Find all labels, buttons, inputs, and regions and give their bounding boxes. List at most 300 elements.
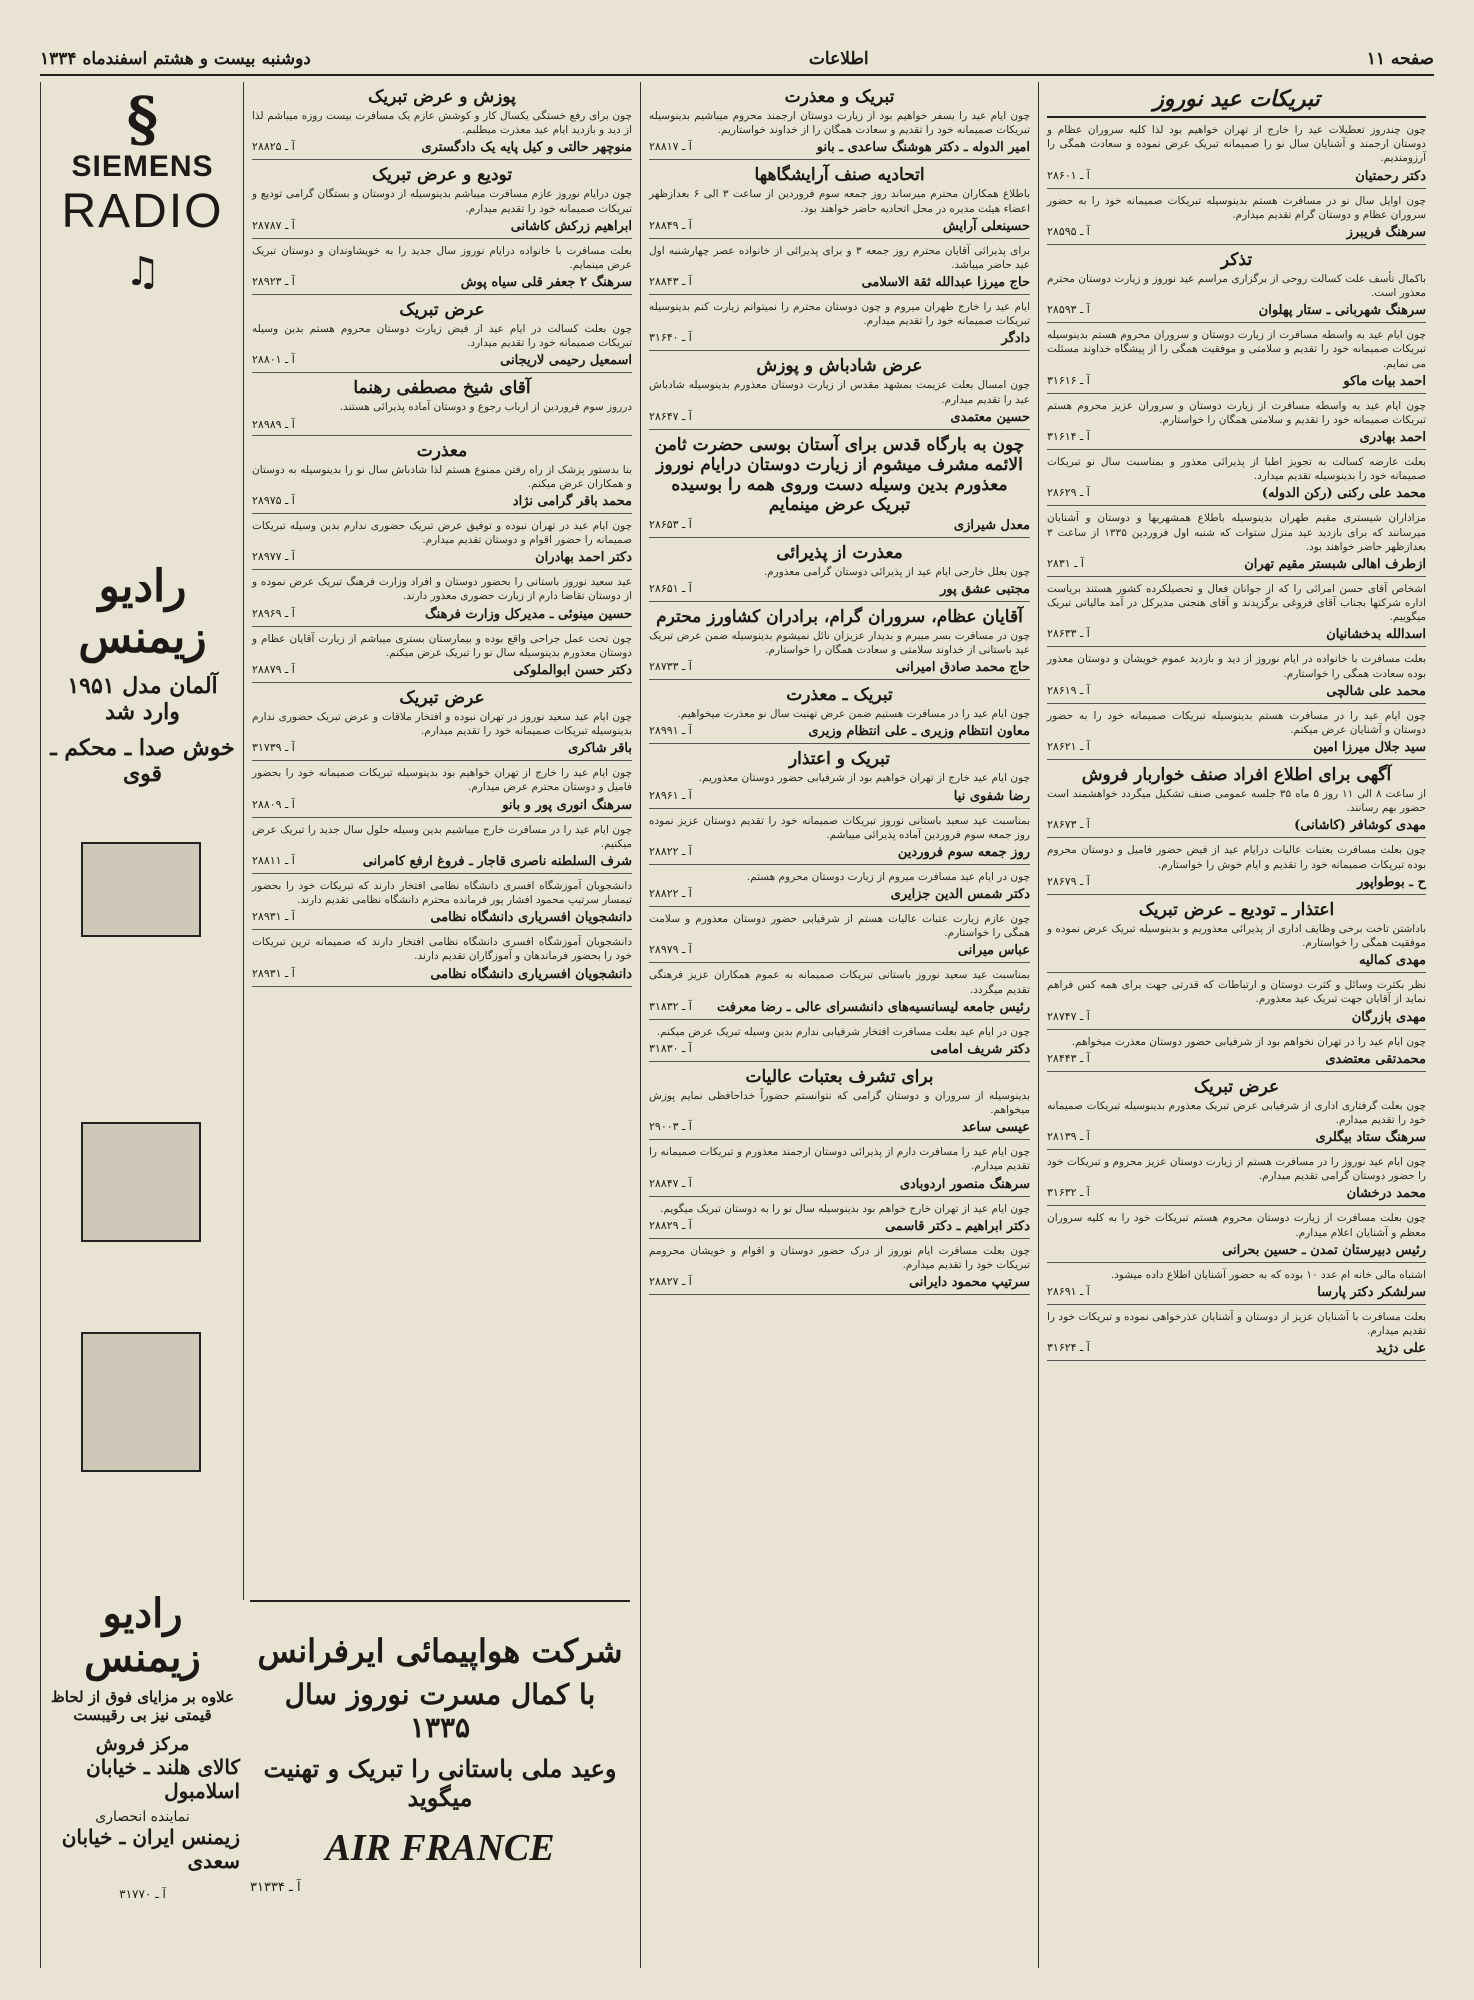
notice bbox=[1047, 704, 1426, 760]
notice bbox=[252, 514, 632, 570]
notice-signer: ابراهیم زرکش کاشانی bbox=[510, 218, 632, 234]
airfrance-line2: با کمال مسرت نوروز سال ۱۳۳۵ bbox=[284, 1678, 596, 1744]
notice-code: آ ـ ۲۸۹۲۳ bbox=[252, 275, 295, 289]
siemens-model-line: آلمان مدل ۱۹۵۱ وارد شد bbox=[67, 673, 218, 726]
notice-body: بعلت مسافرت با آشنایان عزیز از دوستان و آشنایان عذرخواهی نموده و تبریکات خود را تقدیم میدارم. bbox=[1047, 1310, 1426, 1338]
notice-signer: حسین مینوئی ـ مدیرکل وزارت فرهنگ bbox=[425, 606, 632, 622]
notice-body: بنا بدستور پزشک از راه رفتن ممنوع هستم لذا شادباش سال نو را بدینوسیله به دوستان و همکاران عرض میکنم. bbox=[252, 463, 632, 490]
notice-signature bbox=[252, 550, 632, 565]
notice-code: آ ـ ۲۸۱۳۹ bbox=[1047, 1130, 1090, 1144]
notice-code: آ ـ ۲۸۶۱۹ bbox=[1047, 683, 1090, 697]
notice-signer: دانشجویان افسریاری دانشگاه نظامی bbox=[430, 910, 632, 926]
notice bbox=[252, 373, 632, 435]
notice-body: چون بعلت مسافرت از زیارت دوستان محروم هستم تبریکات خود را به کلیه سروران معظم و آشنایان اعلام میدارم. bbox=[1047, 1212, 1426, 1239]
notice-code: آ ـ ۲۸۷۳۳ bbox=[649, 660, 692, 674]
siemens-agent-name: زیمنس ایران ـ خیابان سعدی bbox=[61, 1825, 240, 1873]
notice-signature bbox=[649, 887, 1030, 902]
notice-signer: روز جمعه سوم فروردین bbox=[897, 844, 1030, 860]
notice-body: چون ایام عید را مسافرت دارم از پذیرائی دوستان ارجمند معذورم و تبریکات صمیمانه را تقدیم میدارم. bbox=[649, 1146, 1030, 1173]
notice bbox=[252, 874, 632, 930]
notice-signer: سرتیپ محمود دایرانی bbox=[908, 1275, 1030, 1291]
notice bbox=[1047, 973, 1426, 1029]
notice bbox=[252, 818, 632, 874]
notice-signature bbox=[1047, 953, 1426, 968]
notice-title: پوزش و عرض تبریک bbox=[368, 87, 516, 107]
siemens-brand bbox=[45, 85, 240, 295]
notice-signer: مهدی کوشافر (کاشانی) bbox=[1294, 818, 1426, 834]
notice bbox=[649, 809, 1030, 865]
notice-signer: سرهنگ فریبرز bbox=[1346, 224, 1426, 240]
notice-signature bbox=[252, 854, 632, 869]
notice-signer: مهدی بازرگان bbox=[1351, 1009, 1426, 1025]
notice-signer: سرهنگ شهربانی ـ ستار پهلوان bbox=[1258, 303, 1426, 319]
section-header: تبریکات عید نوروز bbox=[1047, 82, 1426, 118]
notice-signature bbox=[1047, 1243, 1426, 1258]
notice-title: معذرت از پذیرائی bbox=[776, 542, 903, 563]
notice-body: چون بعلل خارجی ایام عید از پذیرائی دوستان گرامی معذورم. bbox=[763, 565, 1030, 578]
notice-code: آ ـ ۲۸۷۴۷ bbox=[1047, 1009, 1090, 1023]
notice-signature bbox=[1047, 557, 1426, 572]
notice-title: اتحادیه صنف آرایشگاهها bbox=[754, 165, 925, 186]
notice bbox=[649, 963, 1030, 1019]
airfrance-company: شرکت هواپیمائی ایرفرانس bbox=[257, 1632, 623, 1670]
column-1 bbox=[1038, 82, 1434, 1968]
notice bbox=[1047, 1150, 1426, 1206]
notice-body: نظر بکثرت وسائل و کثرت دوستان و ارتباطات که قدرتی جهت برای همه کس فراهم نماید از آقایان جهت تبریک عید معذورم. bbox=[1047, 979, 1426, 1006]
notice-title: تذکر bbox=[1220, 249, 1253, 270]
siemens-slogan: خوش صدا ـ محکم ـ قوی bbox=[50, 735, 235, 788]
notice-body: بمناسبت عید سعید باستانی نوروز تبریکات صمیمانه خود را تقدیم دوستان عزیز نموده روز جمعه سوم فروردین آماده پذیرائی میباشم. bbox=[649, 814, 1030, 841]
notice-code: آ ـ ۲۸۹۷۷ bbox=[252, 550, 295, 564]
notice-signer: محمدتقی معتضدی bbox=[1325, 1051, 1426, 1067]
airfrance-line3: وعید ملی باستانی را تبریک و تهنیت میگوید bbox=[263, 1754, 617, 1812]
notice-body: بدینوسیله از سروران و دوستان گرامی که نتوانستم حضوراً خداحافظی نمایم پوزش میخواهم. bbox=[649, 1089, 1030, 1117]
notice-signature bbox=[1047, 225, 1426, 240]
airfrance-code: آ ـ ۳۱۳۳۴ bbox=[250, 1880, 301, 1895]
notice bbox=[1047, 323, 1426, 394]
notice-body: برای پذیرائی آقایان محترم روز جمعه ۳ و برای پذیرائی از خانواده عصر چهارشنبه اول عید حاضر میباشد. bbox=[649, 244, 1030, 271]
notice-signer: رئیس جامعه لیسانسیه‌های دانشسرای عالی ـ رضا معرفت bbox=[717, 999, 1030, 1015]
notice-signature bbox=[1047, 818, 1426, 833]
notice-signature bbox=[1047, 303, 1426, 318]
notice-code: آ ـ ۲۸۹۸۹ bbox=[252, 417, 295, 431]
notice-code: آ ـ ۲۸۶۹۱ bbox=[1047, 1284, 1090, 1298]
notice-code: آ ـ ۲۸۴۴۳ bbox=[1047, 1051, 1090, 1065]
notice-body: چون تحت عمل جراحی واقع بوده و بیمارستان بستری میباشم از زیارت آقایان عظام و دوستان معذورم بدینوسیله سال نو را تبریک عرض میکنم. bbox=[252, 632, 632, 659]
notice-code: آ ـ ۳۱۶۱۶ bbox=[1047, 373, 1090, 387]
notice-code: آ ـ ۲۸۹۹۱ bbox=[649, 724, 692, 738]
siemens-feature-line: علاوه بر مزایای فوق از لحاظ قیمتی نیز بی رقیبست bbox=[50, 1688, 235, 1724]
notice-signature bbox=[649, 410, 1030, 425]
notice-title: عرض تبریک bbox=[399, 300, 485, 321]
notice-signature bbox=[252, 910, 632, 925]
notice-signature bbox=[1047, 1052, 1426, 1067]
notice bbox=[252, 761, 632, 817]
notice-title: تبریک و معذرت bbox=[784, 87, 895, 107]
siemens-radio-title: رادیو زیمنس bbox=[78, 561, 207, 663]
notice-signature bbox=[649, 845, 1030, 860]
notice-signature bbox=[649, 943, 1030, 958]
notice-title: برای تشرف بعتبات عالیات bbox=[745, 1066, 934, 1087]
notice-body: چون ایام عید خارج از تهران خواهیم بود از شرفیابی حضور دوستان معذوریم. bbox=[698, 772, 1030, 785]
notice-code: آ ـ ۳۱۶۳۲ bbox=[1047, 1186, 1090, 1200]
notice-signer: دکتر ابراهیم ـ دکتر قاسمی bbox=[885, 1218, 1030, 1234]
notice-signer: محمد باقر گرامی نژاد bbox=[512, 493, 632, 509]
notice-signer: سرهنگ منصور اردوبادی bbox=[899, 1176, 1030, 1192]
notice-signer: رئیس دبیرستان تمدن ـ حسین بحرانی bbox=[1222, 1242, 1426, 1258]
notice bbox=[649, 82, 1030, 160]
notice-body: چون در ایام عید مسافرت میروم از زیارت دوستان محروم هستم. bbox=[746, 870, 1030, 883]
siemens-dealer-label: مرکز فروش bbox=[95, 1734, 190, 1755]
notice-signer: ازطرف اهالی شبستر مقیم تهران bbox=[1244, 556, 1426, 572]
notice bbox=[252, 295, 632, 373]
notice-signature bbox=[1047, 1186, 1426, 1201]
notice-signer: اسدالله بدخشانیان bbox=[1326, 627, 1426, 643]
notice-signer: احمد بیات ماکو bbox=[1343, 373, 1426, 389]
notice-body: چون برای رفع خستگی یکسال کار و کوشش عازم یک مسافرت بیست روزه میباشم لذا از دید و بازدید ایام عید معذرت میطلبم. bbox=[252, 110, 632, 137]
notice-signature bbox=[649, 518, 1030, 533]
notice-signature bbox=[649, 582, 1030, 597]
notice-signature bbox=[1047, 486, 1426, 501]
notice bbox=[252, 160, 632, 238]
notice-signature bbox=[1047, 1130, 1426, 1145]
siemens-logo-icon: § bbox=[126, 85, 159, 155]
notice bbox=[649, 865, 1030, 907]
notice-code: آ ـ ۲۹۰۰۳ bbox=[649, 1120, 692, 1134]
notice-code: آ ـ ۲۸۳۱ bbox=[1047, 556, 1084, 570]
notice-code: آ ـ ۲۸۸۲۵ bbox=[252, 140, 295, 154]
notice bbox=[649, 1140, 1030, 1196]
notice bbox=[1047, 1072, 1426, 1150]
notice-code: آ ـ ۲۸۷۸۷ bbox=[252, 218, 295, 232]
notice-signer: عیسی ساعد bbox=[961, 1120, 1030, 1136]
notice-signature bbox=[649, 219, 1030, 234]
notice bbox=[649, 1197, 1030, 1239]
notice-body: چون ایام عید نوروز را در مسافرت هستم از زیارت دوستان عزیز محروم و تبریکات خود را حضور دوستان گرامی تقدیم میدارم. bbox=[1047, 1156, 1426, 1183]
notice-title: تبریک و اعتذار bbox=[788, 749, 891, 770]
notice-signer: حسینعلی آرایش bbox=[942, 218, 1030, 234]
notice-code: آ ـ ۲۸۶۲۱ bbox=[1047, 740, 1090, 754]
notice-code: آ ـ ۲۸۶۳۳ bbox=[1047, 627, 1090, 641]
notice-body: چون ایام عید را خارج از تهران خواهیم بود بدینوسیله تبریکات صمیمانه خود را بحضور فامیل و دوستان محترم عرض میدارم. bbox=[252, 767, 632, 794]
notice-signer: شرف السلطنه ناصری قاجار ـ فروغ ارفع کامرانی bbox=[362, 853, 632, 869]
notice-code: آ ـ ۳۱۸۳۲ bbox=[649, 999, 692, 1013]
airfrance-logo-text: AIR FRANCE bbox=[325, 1827, 555, 1869]
notice-signature bbox=[649, 1120, 1030, 1135]
siemens-radio-title-2: رادیو زیمنس bbox=[84, 1590, 201, 1681]
radio-set-image bbox=[81, 1332, 201, 1472]
notice bbox=[252, 239, 632, 295]
notice-signer: محمد علی رکنی (رکن الدوله) bbox=[1261, 486, 1426, 502]
notice bbox=[1047, 1030, 1426, 1072]
notice-signer: دکتر رحمتیان bbox=[1355, 168, 1426, 184]
page-number: صفحه ۱۱ bbox=[1366, 49, 1434, 69]
date-line: دوشنبه بیست و هشتم اسفندماه ۱۳۳۴ bbox=[40, 49, 311, 69]
notice-body: چون ایام عید را در مسافرت هستم بدینوسیله تبریکات صمیمانه خود را به حضور دوستان و آشنایان عرض میکنم. bbox=[1047, 709, 1426, 736]
airfrance-ad bbox=[250, 1600, 630, 1942]
notice-code: آ ـ ۳۱۶۱۴ bbox=[1047, 430, 1090, 444]
notice-code: آ ـ ۲۸۶۲۹ bbox=[1047, 486, 1090, 500]
notice-signature bbox=[252, 741, 632, 756]
notice-code: آ ـ ۲۸۸۲۷ bbox=[649, 1275, 692, 1289]
siemens-brand-bottom: RADIO bbox=[61, 185, 224, 238]
notice bbox=[649, 602, 1030, 680]
notice-body: چون ایام عید به واسطه مسافرت از زیارت دوستان و سروران عزیز محروم هستم تبریکات صمیمانه خود را تقدیم و سلامتی همگان را خواستارم. bbox=[1047, 399, 1426, 426]
masthead bbox=[40, 44, 1434, 76]
notice-signature bbox=[252, 275, 632, 290]
notice-code: آ ـ ۲۸۸۴۹ bbox=[649, 218, 692, 232]
notice-signature bbox=[649, 1000, 1030, 1015]
notice-code: آ ـ ۲۸۶۰۱ bbox=[1047, 168, 1090, 182]
notice-signature bbox=[649, 789, 1030, 804]
notice bbox=[1047, 838, 1426, 894]
notice-signature bbox=[1047, 169, 1426, 184]
notice-list bbox=[1047, 118, 1426, 1361]
notice-body: چون درایام نوروز عازم مسافرت میباشم بدینوسیله از دوستان و بستگان گرامی تودیع و تبریکات صمیمانه خود را تقدیم میدارم. bbox=[252, 188, 632, 215]
notice-title: عرض شادباش و پوزش bbox=[756, 356, 923, 377]
notice-body: چون ایام عید را در مسافرت هستیم ضمن عرض تهنیت سال نو معذرت میخواهیم. bbox=[677, 708, 1030, 721]
notice-code: آ ـ ۲۸۸۰۱ bbox=[252, 353, 295, 367]
notice-signature bbox=[649, 275, 1030, 290]
notice bbox=[649, 351, 1030, 429]
notice-body: دانشجویان آموزشگاه افسری دانشگاه نظامی افتخار دارند که صمیمانه ترین تبریکات خود را بحضور فرماندهان و آموزگاران تقدیم دارند. bbox=[252, 936, 632, 963]
notice-signer: سرهنگ ۲ جعفر قلی سیاه پوش bbox=[460, 275, 632, 291]
notice-signature bbox=[1047, 684, 1426, 699]
notice-signature bbox=[252, 418, 632, 431]
notice-body: درروز سوم فروردین از ارباب رجوع و دوستان آماده پذیرائی هستند. bbox=[339, 401, 632, 414]
notice-body: مزاداران شیستری مقیم طهران بدینوسیله باطلاع همشهریها و دوستان و آشنایان میرسانند که برای بازدید عید منزل ستوات که شنبه اول فروردین ۱۳۳۵ از ساعت ۳ بعدازظهر حاضر خواهند بود. bbox=[1047, 512, 1426, 553]
notice bbox=[252, 683, 632, 761]
notice-code: آ ـ ۳۱۶۲۴ bbox=[1047, 1341, 1090, 1355]
notice-code: آ ـ ۲۸۹۶۱ bbox=[649, 788, 692, 802]
notice-body: باداشتن تاخت برخی وظایف اداری از پذیرائی معذوریم و بدینوسیله تبریک عرض نموده و موفقیت همگی را خواستارم. bbox=[1047, 922, 1426, 949]
notice bbox=[1047, 1263, 1426, 1305]
notice-body: اشتباه مالی خانه ام عدد ۱۰ بوده که به حضور آشنایان اطلاع داده میشود. bbox=[1110, 1268, 1426, 1281]
siemens-agent-label: نماینده انحصاری bbox=[95, 1809, 190, 1825]
notice-signer: دکتر شریف امامی bbox=[930, 1041, 1030, 1057]
notice-list bbox=[649, 82, 1030, 1295]
notice-signer: اسمعیل رحیمی لاریجانی bbox=[500, 353, 632, 369]
notice-signature bbox=[252, 140, 632, 155]
notice bbox=[1047, 895, 1426, 973]
notice-code: آ ـ ۲۸۹۳۱ bbox=[252, 966, 295, 980]
column-2 bbox=[640, 82, 1038, 1968]
notice-signature bbox=[649, 1042, 1030, 1057]
notice-signature bbox=[649, 724, 1030, 739]
notice-signer: رضا شفوی نیا bbox=[953, 788, 1030, 804]
notice-signature bbox=[1047, 875, 1426, 890]
notice-signature bbox=[252, 353, 632, 368]
notice-code: آ ـ ۲۸۹۷۵ bbox=[252, 493, 295, 507]
notice-signer: احمد بهادری bbox=[1359, 430, 1426, 446]
notice-body: چون ایام عید به واسطه مسافرت از زیارت دوستان و سروران محروم هستم بدینوسیله تبریکات صمیمانه خود را تقدیم و سلامتی و موفقیت همگی را از پیشگاه خداوند مسئلت می نمایم. bbox=[1047, 329, 1426, 370]
notice-code: آ ـ ۲۸۶۵۳ bbox=[649, 517, 692, 531]
notice-signature bbox=[649, 660, 1030, 675]
notice-code: آ ـ ۲۸۶۷۹ bbox=[1047, 874, 1090, 888]
notice-body: چون ایام عید از تهران خارج خواهم بود بدینوسیله سال نو را به دوستان تبریک میگویم. bbox=[660, 1202, 1030, 1215]
notice-body: چون ایام عید را در مسافرت خارج میباشیم بدین وسیله حلول سال جدید را تبریک عرض میکنیم. bbox=[252, 823, 632, 850]
notice-signer: حاج میرزا عبدالله ثقة الاسلامی bbox=[861, 275, 1030, 291]
notice-signature bbox=[649, 1275, 1030, 1290]
notice-title: آگهی برای اطلاع افراد صنف خواربار فروش bbox=[1081, 765, 1392, 786]
notice-signer: محمد علی شالچی bbox=[1326, 683, 1426, 699]
notice-body: باکمال تأسف علت کسالت روحی از برگزاری مراسم عید نوروز و زیارت دوستان محترم معذور است. bbox=[1047, 272, 1426, 300]
notice-code: آ ـ ۲۸۸۴۷ bbox=[649, 1176, 692, 1190]
notice-code: آ ـ ۲۸۸۲۲ bbox=[649, 887, 692, 901]
notice-code: آ ـ ۲۸۹۳۱ bbox=[252, 910, 295, 924]
notice-title: تبریک ـ معذرت bbox=[786, 685, 893, 706]
notice-signature bbox=[649, 140, 1030, 155]
notice-body: اشخاص آقای حسن امرائی را که از جوانان فعال و تحصیلکرده کشور هستند بریاست اداره شرکتها بجناب آقای فروغی برگزیدند و آقای هنجنی مدیرکل در آمد مالیاتی تبریک میگوییم. bbox=[1047, 582, 1426, 624]
notice-title: تودیع و عرض تبریک bbox=[371, 165, 513, 186]
notice-body: چون عازم زیارت عتبات عالیات هستم از شرفیابی حضور دوستان معذورم و سلامت همگی را خواستارم. bbox=[649, 913, 1030, 940]
notice-code: آ ـ ۲۸۸۲۹ bbox=[649, 1218, 692, 1232]
notice-body: چون بعلت مسافرت بعتبات عالیات درایام عید از فیض حضور فامیل و دوستان محروم بوده تبریکات صمیمانه خود را تقدیم و ایام خوش را خواستارم. bbox=[1047, 844, 1426, 871]
notice-signer: محمد درخشان bbox=[1346, 1186, 1426, 1202]
notice-title: اعتذار ـ تودیع ـ عرض تبریک bbox=[1138, 899, 1335, 920]
siemens-footer bbox=[45, 1592, 240, 1901]
notice-signature bbox=[649, 331, 1030, 346]
notice-code: آ ـ ۲۸۸۷۹ bbox=[252, 662, 295, 676]
notice bbox=[1047, 118, 1426, 189]
notice-title: آقای شیخ مصطفی رهنما bbox=[353, 378, 531, 399]
notice-body: چون امسال بعلت عزیمت بمشهد مقدس از زیارت دوستان معذورم بدینوسیله شادباش عید را تقدیم میدارم. bbox=[649, 379, 1030, 406]
notice-signature bbox=[252, 607, 632, 622]
notice-body: چون ایام عید در تهران نبوده و توفیق عرض تبریک حضوری ندارم بدین وسیله تبریکات صمیمانه را حضور اقوام و دوستان تقدیم میدارم. bbox=[252, 519, 632, 547]
notice-body: چون ایام عید را در تهران نخواهم بود از شرفیابی حضور دوستان معذرت میخواهم. bbox=[1071, 1035, 1426, 1048]
notice-body: دانشجویان آموزشگاه افسری دانشگاه نظامی افتخار دارند که تبریکات خود را بحضور تیمسار سرتیپ محمود افشار پور فرمانده محترم دانشگاه نظامی تقدیم دارند. bbox=[252, 879, 632, 907]
notice-body: بعلت مسافرت با خانواده درایام نوروز سال جدید را به خویشاوندان و دوستان تبریک عرض مینمایم. bbox=[252, 244, 632, 271]
notice-code: آ ـ ۳۱۸۳۰ bbox=[649, 1041, 692, 1055]
notice-body: چون ایام عید را بسفر خواهیم بود از زیارت دوستان ارجمند محروم میباشیم بدینوسیله تبریکات صمیمانه خود را تقدیم و سعادت همگان را از خداوند خواستاریم. bbox=[649, 110, 1030, 137]
notice-body: چون اوایل سال نو در مسافرت هستم بدینوسیله تبریکات صمیمانه خود را به حضور سروران عظام و دوستان گرام تقدیم میدارم. bbox=[1047, 194, 1426, 221]
notice bbox=[252, 570, 632, 626]
notice bbox=[649, 1020, 1030, 1062]
notice-title: عرض تبریک bbox=[1193, 1076, 1280, 1097]
notice-title: آقایان عظام، سروران گرام، برادران کشاورز محترم bbox=[656, 606, 1023, 627]
notice bbox=[1047, 577, 1426, 648]
notice bbox=[252, 436, 632, 514]
notice-signature bbox=[1047, 740, 1426, 755]
notice-body: بعلت مسافرت با خانواده در ایام نوروز از دید و بازدید عموم خویشان و دوستان معذور بوده سعادت همگی را خواستارم. bbox=[1047, 653, 1426, 680]
notice-signature bbox=[252, 663, 632, 678]
notice bbox=[1047, 647, 1426, 703]
notice-signer: سرلشکر دکتر پارسا bbox=[1317, 1284, 1426, 1300]
notice-signer: سید جلال میرزا امین bbox=[1313, 740, 1426, 756]
notice bbox=[649, 1239, 1030, 1295]
notice bbox=[252, 930, 632, 986]
notice-signer: باقر شاکری bbox=[568, 741, 632, 757]
notice-signer: دانشجویان افسریاری دانشگاه نظامی bbox=[430, 966, 632, 982]
column-3 bbox=[243, 82, 640, 1600]
notice-title: معذرت bbox=[416, 440, 468, 461]
notice bbox=[649, 239, 1030, 295]
notice-signature bbox=[1047, 1285, 1426, 1300]
notice-body: بعلت عارضه کسالت به تجویز اطبا از پذیرائی معذور و بمناسبت سال نو تبریکات صمیمانه خود را بدینوسیله تقدیم میدارد. bbox=[1047, 456, 1426, 483]
notice-signer: معاون انتظام وزیری ـ علی انتظام وزیری bbox=[808, 724, 1030, 740]
notice-signer: سرهنگ انوری پور و بانو bbox=[502, 797, 632, 813]
notice-signature bbox=[1047, 627, 1426, 642]
notice-body: چون ایام عید سعید نوروز در تهران نبوده و افتخار ملاقات و عرض تبریک حضوری ندارم بدینوسیله تبریکات صمیمانه خود را تقدیم میدارم. bbox=[252, 710, 632, 738]
notice-signature bbox=[252, 967, 632, 982]
notice-code: آ ـ ۲۸۵۹۵ bbox=[1047, 224, 1090, 238]
notice-signer: امیر الدوله ـ دکتر هوشنگ ساعدی ـ بانو bbox=[816, 140, 1030, 156]
notice-list bbox=[252, 82, 632, 987]
notice bbox=[649, 680, 1030, 744]
radio-set-image bbox=[81, 1122, 201, 1242]
notice bbox=[1047, 189, 1426, 245]
notice-signature bbox=[649, 1219, 1030, 1234]
notice-code: آ ـ ۲۸۶۴۷ bbox=[649, 409, 692, 423]
notice-code: آ ـ ۲۸۹۶۹ bbox=[252, 606, 295, 620]
notice-code: آ ـ ۳۱۷۳۹ bbox=[252, 741, 295, 755]
notice bbox=[649, 907, 1030, 963]
notice-body: ایام عید را خارج طهران میروم و چون دوستان محترم را نمیتوانم زیارت کنم بدینوسیله تبریکات صمیمانه خود را تقدیم میدارم. bbox=[649, 301, 1030, 328]
notice-signature bbox=[252, 219, 632, 234]
notice-signer: ح ـ بوطواپور bbox=[1357, 874, 1426, 890]
notice-code: آ ـ ۲۸۶۷۳ bbox=[1047, 818, 1090, 832]
notice bbox=[1047, 1206, 1426, 1262]
notice-code: آ ـ ۲۸۹۷۹ bbox=[649, 943, 692, 957]
notice-signature bbox=[252, 494, 632, 509]
notice bbox=[649, 538, 1030, 602]
notice-signer: معدل شیرازی bbox=[953, 517, 1030, 533]
notice bbox=[252, 627, 632, 683]
notice-signer: علی دژید bbox=[1376, 1341, 1426, 1357]
notice-code: آ ـ ۲۸۸۰۹ bbox=[252, 797, 295, 811]
notice-body: چون در ایام عید بعلت مسافرت افتخار شرفیابی ندارم بدین وسیله تبریک عرض میکنم. bbox=[656, 1025, 1030, 1038]
newspaper-title: اطلاعات bbox=[808, 49, 869, 69]
notice-title: چون به بارگاه قدس برای آستان بوسی حضرت ثامن الائمه مشرف میشوم از زیارت دوستان درایام نوروز معذورم بدین وسیله دست وروی همه را بوسیده تبریک عرض مینمایم bbox=[654, 434, 1025, 515]
notice-signer: دکتر شمس الدین جزایری bbox=[890, 887, 1030, 903]
notice-body: از ساعت ۸ الی ۱۱ روز ۵ ماه ۳۵ جلسه عمومی صنف تشکیل میگردد خواهشمند است حضور بهم رسانند. bbox=[1047, 788, 1427, 815]
notice-signer: دادگر bbox=[1001, 331, 1030, 347]
notice bbox=[1047, 1305, 1426, 1361]
siemens-dealer-name: کالای هلند ـ خیابان اسلامبول bbox=[86, 1755, 240, 1803]
notice-body: عید سعید نوروز باستانی را بحضور دوستان و افراد وزارت فرهنگ تبریک عرض نموده و از دوستان تقاضا دارم از زیارت حضوری معذور دارند. bbox=[252, 576, 632, 603]
notice bbox=[649, 160, 1030, 238]
notice bbox=[649, 430, 1030, 538]
notice-code: آ ـ ۳۱۶۴۰ bbox=[649, 331, 692, 345]
siemens-brand-top: SIEMENS bbox=[71, 150, 214, 183]
notice-code: آ ـ ۲۸۸۱۱ bbox=[252, 853, 295, 867]
notice-body: چون چندروز تعطیلات عید را خارج از تهران خواهیم بود لذا کلیه سروران عظام و دوستان ارجمند و آشنایان سال نو را صمیمانه تبریک عرض نموده و سعادت همگی را آرزومندیم. bbox=[1047, 124, 1426, 165]
siemens-ad bbox=[40, 82, 244, 1968]
notice-body: باطلاع همکاران محترم میرساند روز جمعه سوم فروردین از ساعت ۳ الی ۶ بعدازظهر اعضاء هیئت مدیره در محل اتحادیه حاضر خواهند بود. bbox=[649, 188, 1030, 215]
notice-title: عرض تبریک bbox=[399, 687, 485, 708]
notice bbox=[252, 82, 632, 160]
notice-body: چون در مسافرت بسر میبرم و بدیدار عزیزان نائل نمیشوم بدینوسیله ضمن عرض تبریک عید باستانی از خداوند سلامتی و سعادت همگان را خواستارم. bbox=[649, 629, 1030, 657]
notice-code: آ ـ ۲۸۵۹۳ bbox=[1047, 303, 1090, 317]
notice-signature bbox=[1047, 1341, 1426, 1356]
siemens-code: آ ـ ۳۱۷۷۰ bbox=[119, 1887, 166, 1901]
notice bbox=[649, 295, 1030, 351]
notice-signer: دکتر حسن ابوالملوکی bbox=[513, 662, 632, 678]
notice-body: چون بعلت گرفتاری اداری از شرفیابی عرض تبریک معذورم بدینوسیله تبریکات صمیمانه خود را تقدیم میدارم. bbox=[1047, 1099, 1426, 1126]
notice-signer: حسین معتمدی bbox=[950, 409, 1030, 425]
notice bbox=[1047, 450, 1426, 506]
notice-body: چون بعلت مسافرت ایام نوروز از درک حضور دوستان و اقوام و خویشان محرومم تبریکات خود را تقدیم میدارم. bbox=[649, 1244, 1030, 1271]
notice-signer: حاج محمد صادق امیرانی bbox=[895, 660, 1030, 676]
notice bbox=[1047, 760, 1426, 838]
notice-code: آ ـ ۲۸۸۱۷ bbox=[649, 140, 692, 154]
notice-code: آ ـ ۲۸۶۵۱ bbox=[649, 581, 692, 595]
notice-signature bbox=[252, 798, 632, 813]
notice-code: آ ـ ۲۸۸۴۳ bbox=[649, 275, 692, 289]
notice-signer: مجتبی عشق پور bbox=[940, 581, 1030, 597]
radio-set-image bbox=[81, 842, 201, 937]
notice-signer: منوچهر حالتی و کیل پایه یک دادگستری bbox=[421, 140, 632, 156]
